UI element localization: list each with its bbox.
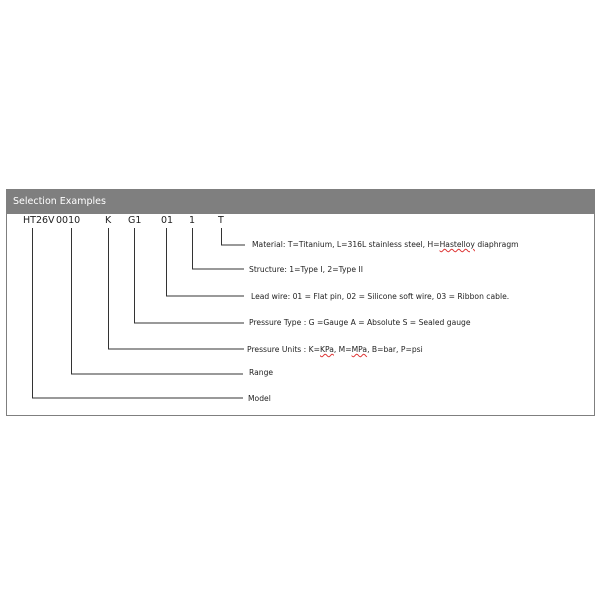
- legend-pressure-units-mid: , M=: [333, 345, 352, 354]
- legend-lead-wire: Lead wire: 01 = Flat pin, 02 = Silicone soft wire, 03 = Ribbon cable.: [251, 292, 510, 301]
- code-units: K: [105, 215, 112, 226]
- legend-material-prefix: Material: T=Titanium, L=316L stainless steel, H=: [252, 240, 440, 249]
- legend-pressure-units: [247, 345, 423, 354]
- legend-structure: Structure: 1=Type I, 2=Type II: [249, 265, 363, 274]
- code-model: HT26V: [23, 215, 55, 226]
- connector-pressure-type: [135, 228, 245, 323]
- code-structure: 1: [189, 215, 196, 226]
- legend-pressure-units-kpa: KPa: [319, 345, 334, 354]
- connector-pressure-units: [109, 228, 245, 349]
- connector-model: [33, 228, 244, 398]
- legend-range: Range: [249, 368, 274, 377]
- legend-pressure-type: Pressure Type : G =Gauge A = Absolute S = Sealed gauge: [249, 318, 471, 327]
- code-material: T: [218, 215, 224, 226]
- connector-material: [222, 228, 246, 245]
- code-range: 0010: [56, 215, 81, 226]
- legend-material-suffix: diaphragm: [474, 240, 519, 249]
- connector-structure: [193, 228, 245, 269]
- code-pressure-type: G1: [128, 215, 142, 226]
- legend-pressure-units-prefix: Pressure Units : K=: [247, 345, 320, 354]
- legend-model: Model: [248, 394, 271, 403]
- code-lead-wire: 01: [161, 215, 174, 226]
- legend-pressure-units-mpa: MPa: [351, 345, 368, 354]
- connector-range: [72, 228, 244, 374]
- legend-material-hastelloy: Hastelloy: [439, 240, 475, 249]
- panel-header: Selection Examples: [7, 190, 594, 214]
- legend-pressure-units-suffix: , B=bar, P=psi: [367, 345, 423, 354]
- connector-lead-wire: [167, 228, 245, 296]
- legend-material: [252, 240, 519, 249]
